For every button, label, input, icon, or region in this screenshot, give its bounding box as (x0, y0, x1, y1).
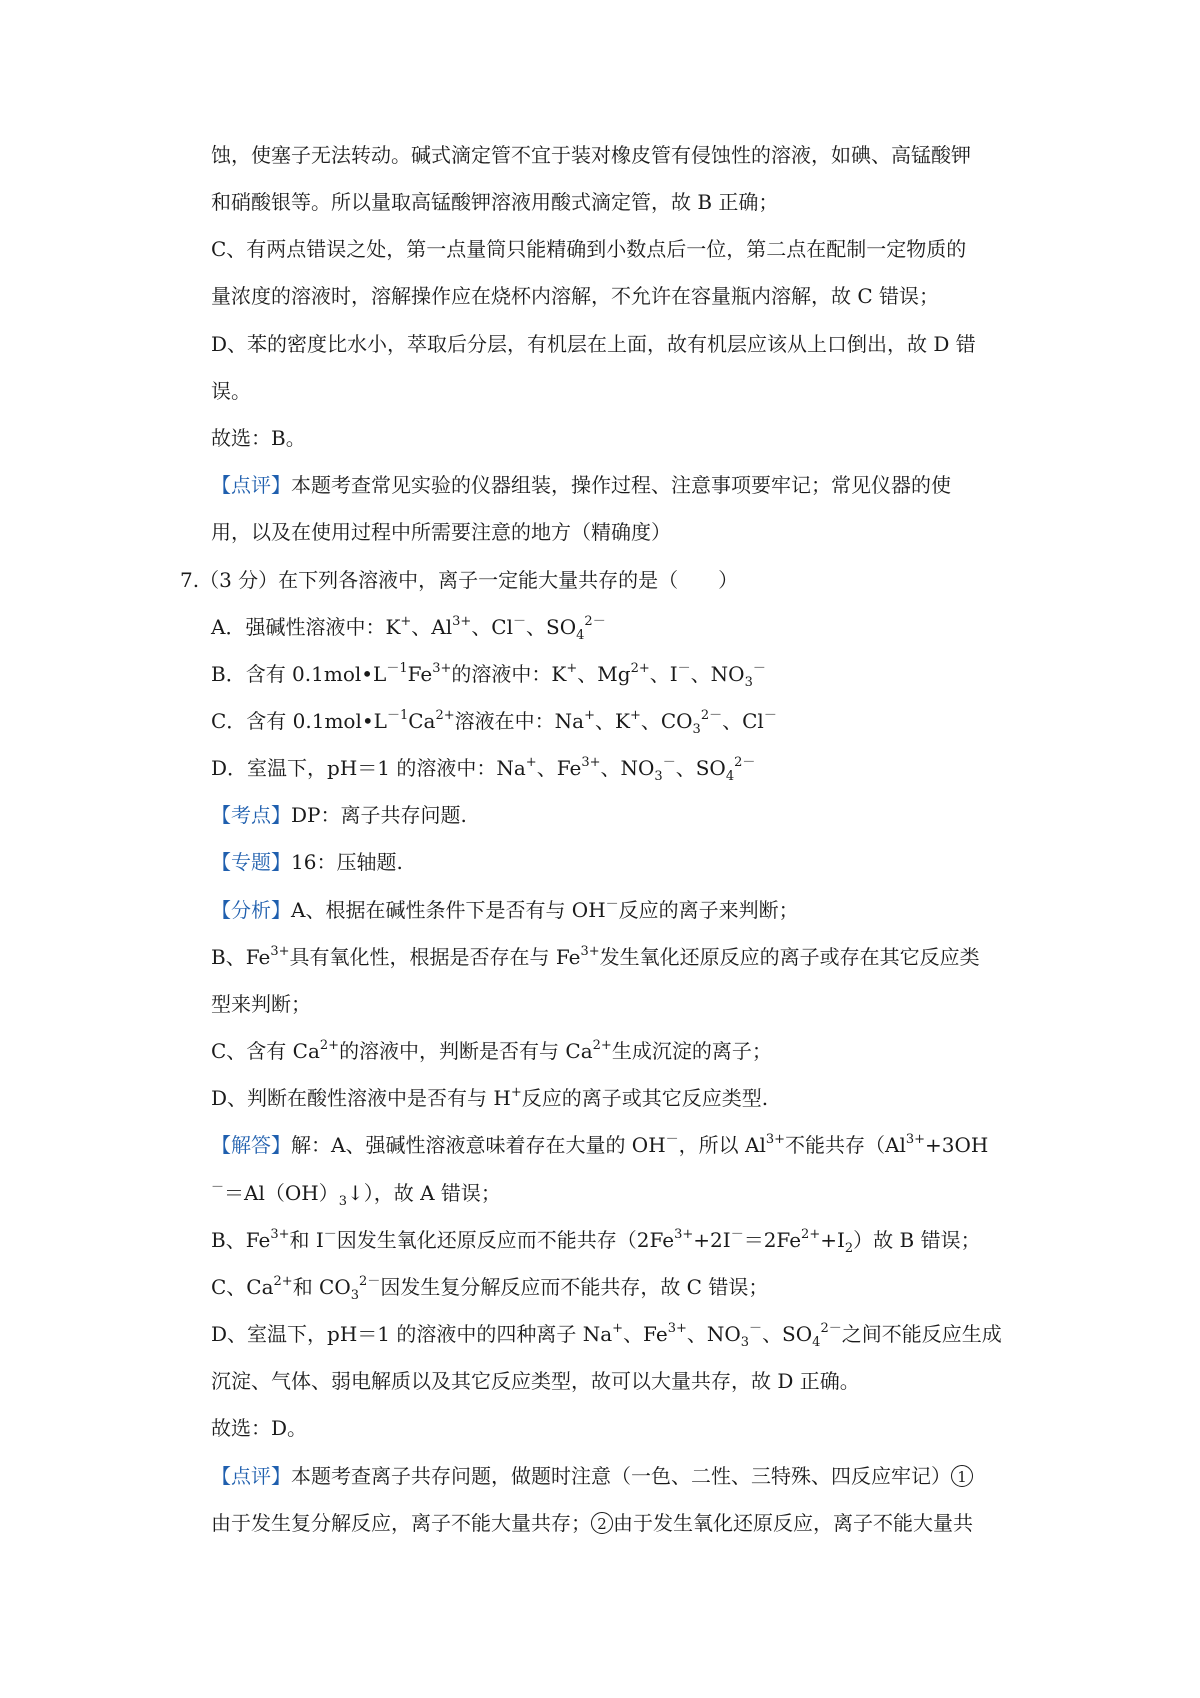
question-stem: 7.（3 分）在下列各溶液中，离子一定能大量共存的是（ ） (180, 568, 739, 592)
fenxi-line-d: D、判断在酸性溶液中是否有与 H+反应的离子或其它反应类型. (211, 1085, 769, 1110)
answer-text-line: 和硝酸银等。所以量取高锰酸钾溶液用酸式滴定管，故 B 正确； (211, 190, 779, 214)
dianping-line-2: 由于发生复分解反应，离子不能大量共存； 2 由于发生氧化还原反应，离子不能大量共 (211, 1511, 973, 1535)
answer-choice: 故选：B。 (211, 426, 306, 450)
jieda-line-a2: $^-=Al(OH)_3↓$），故 A 错误； (211, 1180, 501, 1209)
dianping-line-1: 【点评】本题考查离子共存问题，做题时注意（一色、二性、三特殊、四反应牢记） 1 (211, 1462, 973, 1490)
option-c: C．含有 $0.1mol•L^{-1}Ca^{2+}$溶液在中：Na+、K+、$CO_3^{2-}$、Cl－ (211, 708, 777, 737)
jieda-choice: 故选：D。 (211, 1416, 308, 1440)
circled-number: 2 (591, 1512, 613, 1534)
fenxi-tag: 【分析】 (211, 898, 291, 922)
zhuanti-line: 【专题】16：压轴题. (211, 850, 403, 874)
kaodian-line: 【考点】DP：离子共存问题. (211, 803, 467, 827)
jieda-tag: 【解答】 (211, 1133, 291, 1157)
dianping-tag: 【点评】 (211, 1464, 291, 1488)
jieda-line-d2: 沉淀、气体、弱电解质以及其它反应类型，故可以大量共存，故 D 正确。 (211, 1369, 860, 1393)
fenxi-line-a: 【分析】A、根据在碱性条件下是否有与 OH－反应的离子来判断； (211, 897, 799, 922)
jieda-line-b: B、$Fe^{3+}$和 I－因发生氧化还原反应而不能共存$(2Fe^{3+}+2I^-=2Fe^{2+}+I_2)$故 B 错误； (211, 1227, 981, 1256)
jieda-line-c: C、$Ca^{2+}$和 $CO_3^{2-}$因发生复分解反应而不能共存，故 C 错误； (211, 1274, 769, 1303)
answer-text-line: C、有两点错误之处，第一点量筒只能精确到小数点后一位，第二点在配制一定物质的 (211, 237, 967, 261)
review-text: 本题考查常见实验的仪器组装，操作过程、注意事项要牢记；常见仪器的使 (291, 473, 951, 497)
jieda-line-d1: D、室温下，pH＝1 的溶液中的四种离子 Na+、$Fe^{3+}$、$NO_3^-$、$SO_4^{2-}$之间不能反应生成 (211, 1321, 1002, 1350)
jieda-line-a1: 【解答】解：A、强碱性溶液意味着存在大量的 OH－，所以 $Al^{3+}$不能共存（$Al^{3+}+3OH$ (211, 1132, 989, 1157)
kaodian-tag: 【考点】 (211, 803, 291, 827)
review-line (211, 471, 951, 499)
option-a: A．强碱性溶液中：K+、$Al^{3+}$、Cl－、$SO_4^{2-}$ (211, 614, 606, 643)
option-d: D．室温下，pH＝1 的溶液中：Na+、$Fe^{3+}$、$NO_3^-$、$SO_4^{2-}$ (211, 755, 756, 784)
option-b: B．含有 $0.1mol•L^{-1}Fe^{3+}$的溶液中：K+、$Mg^{2+}$、I－、$NO_3^-$ (211, 661, 766, 690)
fenxi-line-b: B、$Fe^{3+}$具有氧化性，根据是否存在与 $Fe^{3+}$发生氧化还原反应的离子或存在其它反应类 (211, 944, 980, 969)
answer-text-line: 蚀，使塞子无法转动。碱式滴定管不宜于装对橡皮管有侵蚀性的溶液，如碘、高锰酸钾 (211, 143, 971, 167)
fenxi-line-b2: 型来判断； (211, 992, 311, 1016)
answer-text-line: D、苯的密度比水小，萃取后分层，有机层在上面，故有机层应该从上口倒出，故 D 错 (211, 332, 976, 356)
answer-text-line: 误。 (211, 379, 251, 403)
zhuanti-tag: 【专题】 (211, 850, 291, 874)
fenxi-line-c: C、含有 $Ca^{2+}$的溶液中，判断是否有与 $Ca^{2+}$生成沉淀的离子； (211, 1038, 772, 1063)
circled-number: 1 (951, 1465, 973, 1487)
review-line: 用，以及在使用过程中所需要注意的地方（精确度） (211, 520, 671, 544)
review-tag: 【点评】 (211, 473, 291, 497)
answer-text-line: 量浓度的溶液时，溶解操作应在烧杯内溶解，不允许在容量瓶内溶解，故 C 错误； (211, 284, 940, 308)
